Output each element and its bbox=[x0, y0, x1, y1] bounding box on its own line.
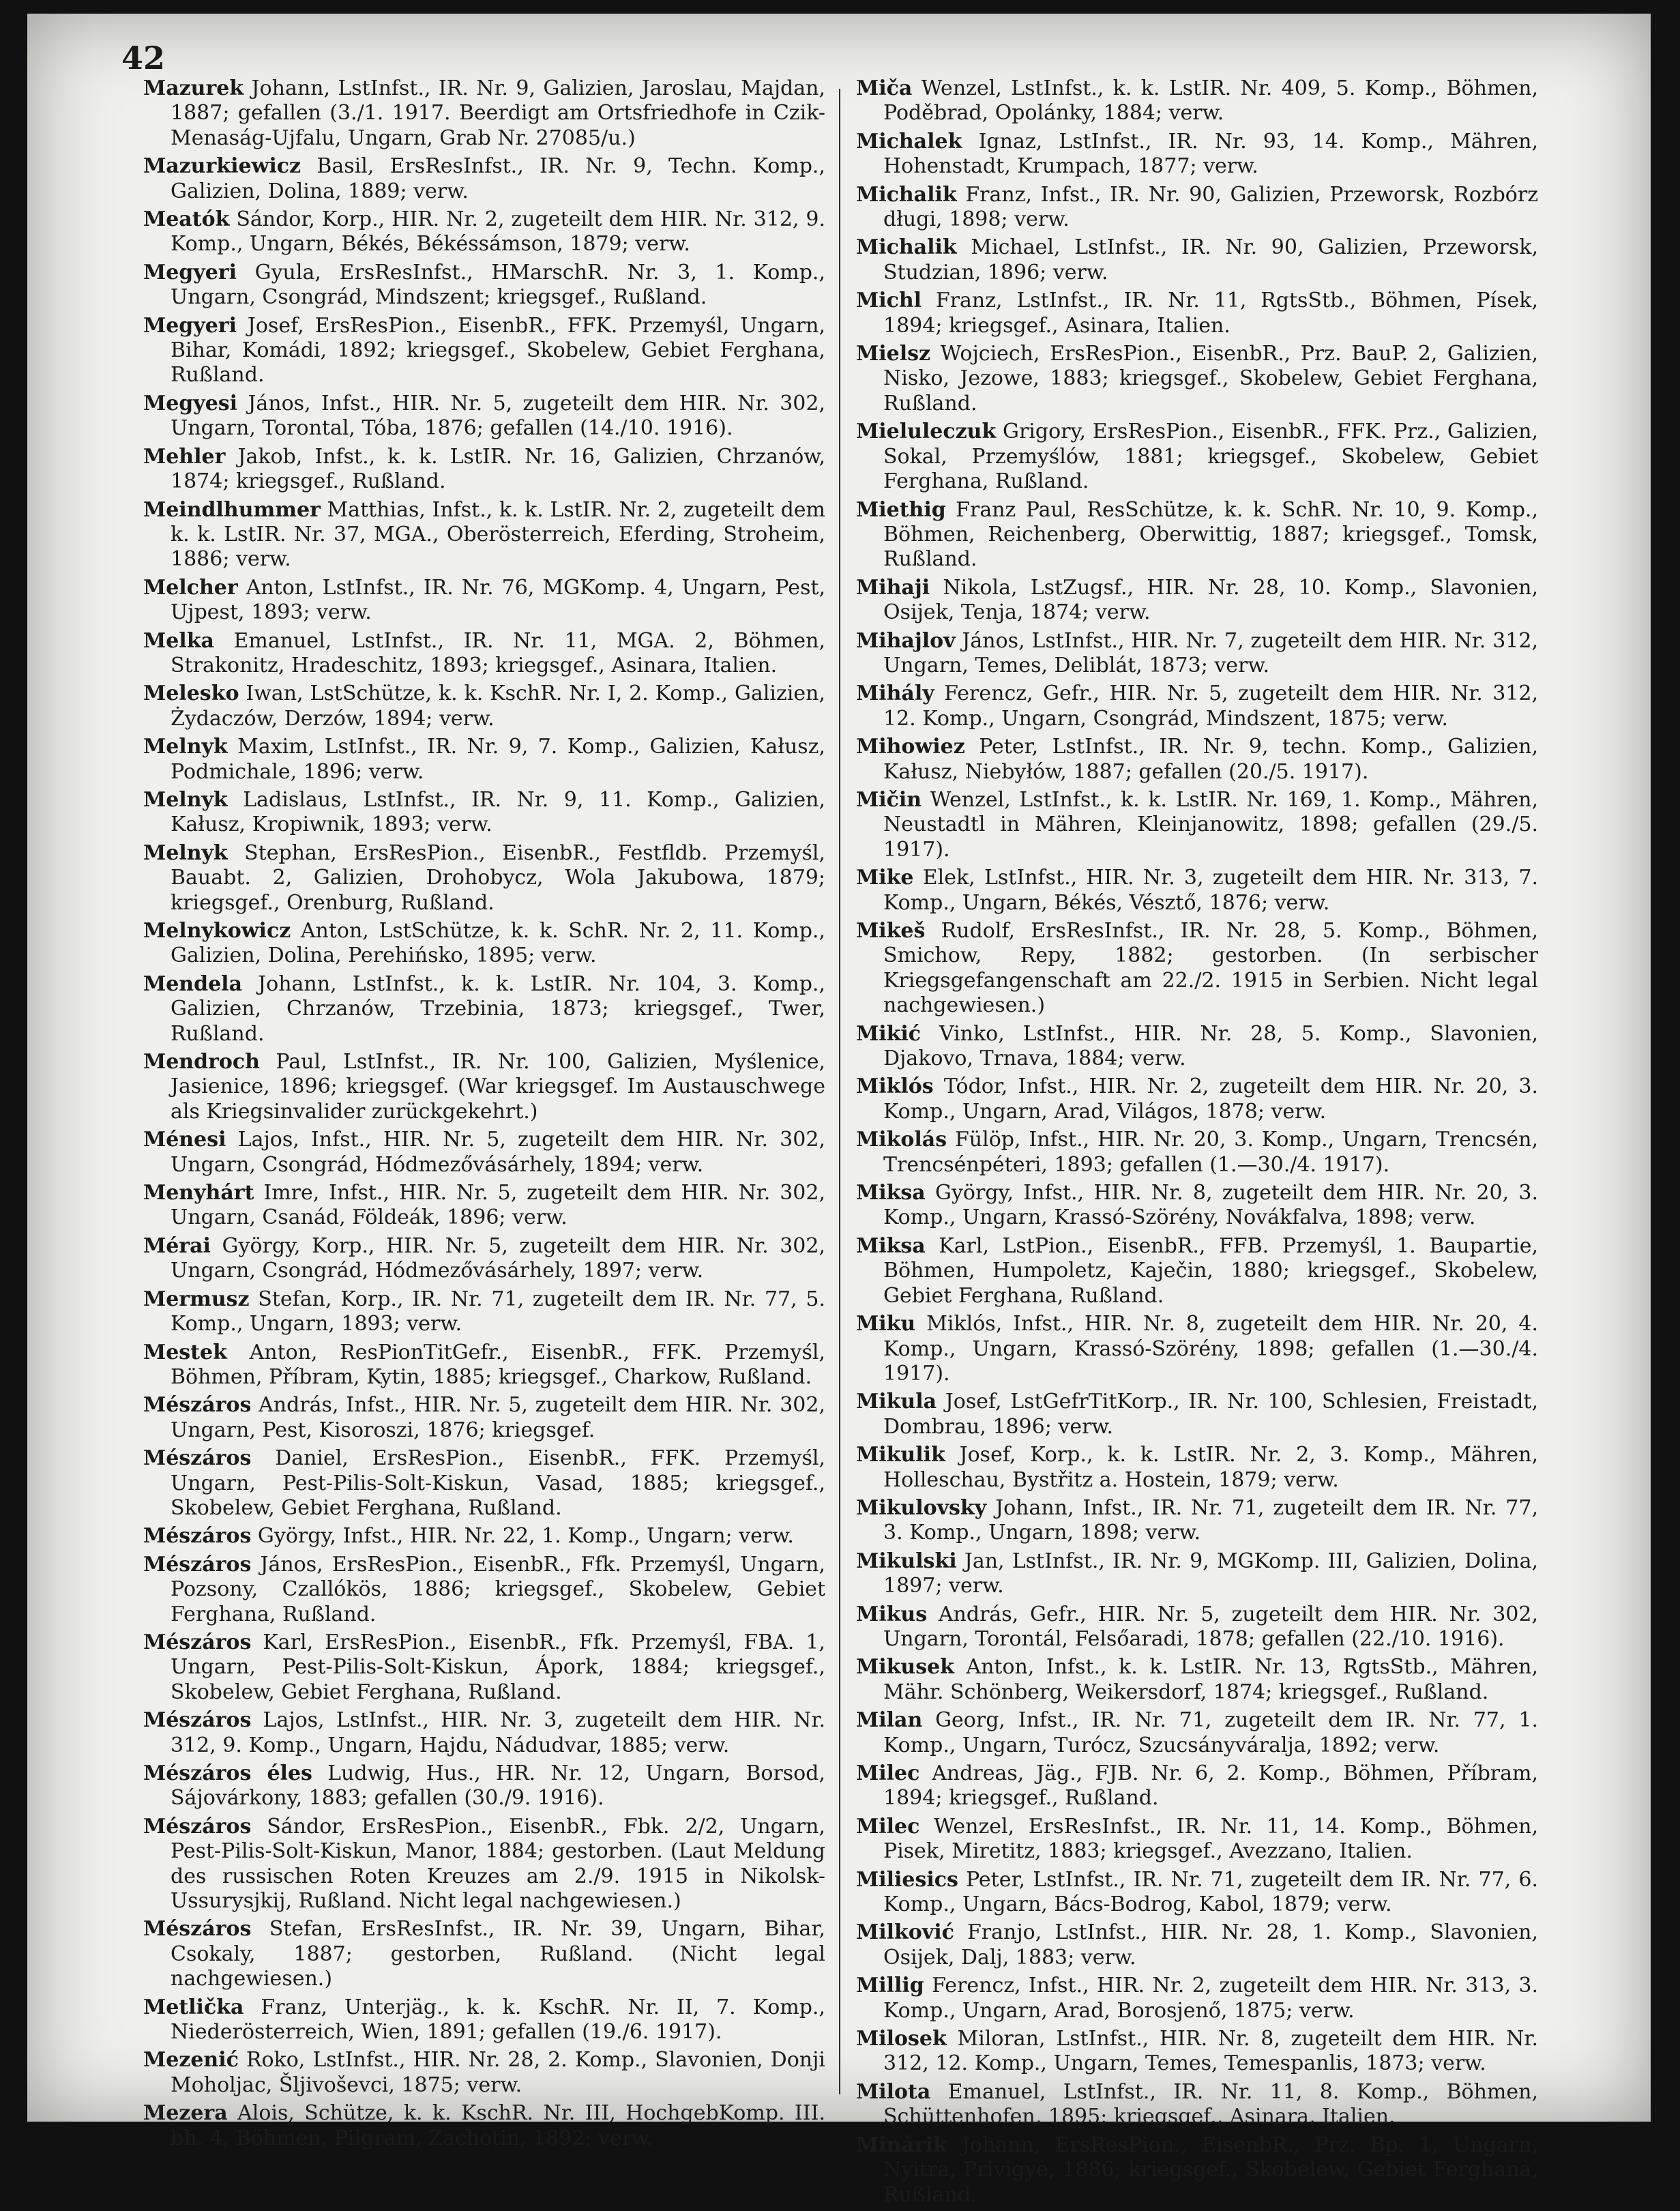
entry-details: Jan, LstInfst., IR. Nr. 9, MGKomp. III, Galizien, Dolina, 1897; verw. bbox=[883, 1549, 1538, 1598]
entry-details: Wenzel, LstInfst., k. k. LstIR. Nr. 169, 1. Komp., Mähren, Neustadtl in Mähren, Kleinjanowitz, 1898; gefallen (29./5. 1917). bbox=[883, 787, 1538, 862]
list-entry bbox=[856, 2027, 1538, 2077]
list-entry bbox=[143, 682, 825, 731]
entry-surname: Mehler bbox=[143, 444, 226, 469]
entry-details: Johann, LstInfst., k. k. LstIR. Nr. 104, 3. Komp., Galizien, Chrzanów, Trzebinia, 1873; kriegsgef., Twer, Rußland. bbox=[171, 971, 825, 1046]
entry-surname: Mičin bbox=[856, 787, 922, 812]
entry-surname: Mikusek bbox=[856, 1655, 954, 1680]
list-entry bbox=[143, 76, 825, 151]
list-entry bbox=[856, 130, 1538, 179]
list-entry bbox=[143, 1995, 825, 2045]
entry-details: Lajos, Infst., HIR. Nr. 5, zugeteilt dem HIR. Nr. 302, Ungarn, Csongrád, Hódmezővásárhely, 1894; verw. bbox=[171, 1128, 825, 1177]
entry-surname: Melnyk bbox=[143, 735, 228, 759]
list-entry bbox=[856, 498, 1538, 572]
list-entry bbox=[856, 342, 1538, 416]
list-entry bbox=[143, 1393, 825, 1443]
entry-details: Imre, Infst., HIR. Nr. 5, zugeteilt dem HIR. Nr. 302, Ungarn, Csanád, Földeák, 1896; verw. bbox=[171, 1181, 826, 1230]
entry-details: Lajos, LstInfst., HIR. Nr. 3, zugeteilt dem HIR. Nr. 312, 9. Komp., Ungarn, Hajdu, Nádudvar, 1885; verw. bbox=[171, 1708, 825, 1757]
entry-surname: Milosek bbox=[856, 2027, 947, 2051]
entry-surname: Miliesics bbox=[856, 1867, 958, 1892]
entry-details: Karl, ErsResPion., EisenbR., Ffk. Przemyśl, FBA. 1, Ungarn, Pest-Pilis-Solt-Kiskun, Ápork, 1884; kriegsgef., Skobelew, Gebiet Ferghana, Rußland. bbox=[171, 1630, 825, 1704]
list-entry bbox=[143, 735, 825, 785]
entry-details: Anton, Infst., k. k. LstIR. Nr. 13, RgtsStb., Mähren, Mähr. Schönberg, Weikersdorf, 1874; kriegsgef., Rußland. bbox=[883, 1655, 1538, 1704]
entry-details: Iwan, LstSchütze, k. k. KschR. Nr. I, 2. Komp., Galizien, Żydaczów, Derzów, 1894; verw. bbox=[171, 682, 825, 731]
entry-surname: Mike bbox=[856, 866, 914, 890]
list-entry bbox=[143, 972, 825, 1046]
list-entry bbox=[856, 1496, 1538, 1546]
list-entry bbox=[143, 1050, 825, 1124]
entry-surname: Mészáros bbox=[143, 1917, 252, 1942]
list-entry bbox=[856, 1868, 1538, 1918]
list-entry bbox=[143, 629, 825, 679]
entry-surname: Mieluleczuk bbox=[856, 420, 997, 444]
entry-details: Josef, Korp., k. k. LstIR. Nr. 2, 3. Komp., Mähren, Holleschau, Bystřitz a. Hostein, 1879; verw. bbox=[883, 1443, 1538, 1492]
entry-surname: Melesko bbox=[143, 682, 239, 706]
list-entry bbox=[856, 235, 1538, 285]
entry-surname: Mikus bbox=[856, 1602, 928, 1626]
entry-details: Jakob, Infst., k. k. LstIR. Nr. 16, Galizien, Chrzanów, 1874; kriegsgef., Rußland. bbox=[171, 444, 825, 494]
list-entry bbox=[143, 1524, 825, 1549]
entry-details: Johann, LstInfst., IR. Nr. 9, Galizien, Jaroslau, Majdan, 1887; gefallen (3./1. 1917. Beerdigt am Ortsfriedhofe in Czik-Menaság-Ujfalu, Ungarn, Grab Nr. 27085/u.) bbox=[171, 76, 825, 150]
entry-details: Fülöp, Infst., HIR. Nr. 20, 3. Komp., Ungarn, Trencsén, Trencsénpéteri, 1893; gefallen (1.—30./4. 1917). bbox=[883, 1128, 1538, 1177]
entry-surname: Meatók bbox=[143, 207, 230, 232]
entry-surname: Milec bbox=[856, 1761, 920, 1785]
entry-details: András, Infst., HIR. Nr. 5, zugeteilt dem HIR. Nr. 302, Ungarn, Pest, Kisoroszi, 1876; kriegsgef. bbox=[171, 1393, 825, 1442]
list-entry bbox=[143, 788, 825, 838]
entry-details: Michael, LstInfst., IR. Nr. 90, Galizien, Przeworsk, Studzian, 1896; verw. bbox=[883, 235, 1538, 284]
entry-details: Vinko, LstInfst., HIR. Nr. 28, 5. Komp., Slavonien, Djakovo, Trnava, 1884; verw. bbox=[883, 1021, 1538, 1071]
entry-surname: Mészáros bbox=[143, 1552, 252, 1577]
list-entry bbox=[143, 445, 825, 495]
entry-surname: Mazurkiewicz bbox=[143, 154, 301, 179]
entry-surname: Miča bbox=[856, 76, 913, 100]
list-entry bbox=[856, 1022, 1538, 1072]
entry-details: Anton, LstInfst., IR. Nr. 76, MGKomp. 4, Ungarn, Pest, Ujpest, 1893; verw. bbox=[171, 575, 825, 625]
entry-details: Ignaz, LstInfst., IR. Nr. 93, 14. Komp., Mähren, Hohenstadt, Krumpach, 1877; verw. bbox=[883, 129, 1538, 179]
list-entry bbox=[143, 919, 825, 969]
list-entry bbox=[856, 420, 1538, 494]
entry-details: Franz, LstInfst., IR. Nr. 11, RgtsStb., Böhmen, Písek, 1894; kriegsgef., Asinara, Italien. bbox=[883, 289, 1538, 338]
entry-surname: Ménesi bbox=[143, 1128, 226, 1152]
entry-details: Andreas, Jäg., FJB. Nr. 6, 2. Komp., Böhmen, Příbram, 1894; kriegsgef., Rußland. bbox=[883, 1761, 1538, 1811]
entry-details: János, LstInfst., HIR. Nr. 7, zugeteilt dem HIR. Nr. 312, Ungarn, Temes, Deliblát, 1873; verw. bbox=[883, 628, 1539, 677]
entry-surname: Millig bbox=[856, 1974, 924, 1998]
list-entry bbox=[856, 2080, 1538, 2130]
entry-surname: Mendela bbox=[143, 971, 243, 996]
entry-surname: Melnyk bbox=[143, 787, 228, 812]
list-entry bbox=[856, 2133, 1538, 2208]
entry-details: Roko, LstInfst., HIR. Nr. 28, 2. Komp., Slavonien, Donji Moholjac, Šljivoševci, 1875; verw. bbox=[171, 2048, 825, 2097]
list-entry bbox=[856, 1602, 1538, 1652]
entry-details: Emanuel, LstInfst., IR. Nr. 11, 8. Komp., Böhmen, Schüttenhofen, 1895; kriegsgef., Asinara, Italien. bbox=[883, 2079, 1538, 2129]
entry-surname: Miksa bbox=[856, 1181, 926, 1205]
entry-details: János, ErsResPion., EisenbR., Ffk. Przemyśl, Ungarn, Pozsony, Czallókös, 1886; kriegsgef., Skobelew, Gebiet Ferghana, Rußland. bbox=[171, 1552, 825, 1626]
entry-surname: Mikula bbox=[856, 1390, 937, 1414]
entry-surname: Michalik bbox=[856, 182, 957, 207]
entry-surname: Mielsz bbox=[856, 342, 931, 366]
entry-details: György, Infst., HIR. Nr. 22, 1. Komp., Ungarn; verw. bbox=[257, 1524, 794, 1549]
list-entry bbox=[143, 314, 825, 388]
entry-details: Georg, Infst., IR. Nr. 71, zugeteilt dem IR. Nr. 77, 1. Komp., Ungarn, Turócz, Szucsányváralja, 1892; verw. bbox=[883, 1708, 1538, 1757]
right-column bbox=[856, 76, 1538, 2211]
entry-details: Anton, ResPionTitGefr., EisenbR., FFK. Przemyśl, Böhmen, Příbram, Kytin, 1885; kriegsgef., Charkow, Rußland. bbox=[171, 1340, 825, 1389]
entry-details: Wenzel, ErsResInfst., IR. Nr. 11, 14. Komp., Böhmen, Pisek, Miretitz, 1883; kriegsgef., Avezzano, Italien. bbox=[883, 1814, 1538, 1864]
entry-surname: Mészáros bbox=[143, 1393, 252, 1418]
entry-surname: Megyesi bbox=[143, 391, 238, 415]
entry-surname: Mermusz bbox=[143, 1287, 250, 1311]
list-entry bbox=[143, 261, 825, 310]
entry-details: Josef, ErsResPion., EisenbR., FFK. Przemyśl, Ungarn, Bihar, Komádi, 1892; kriegsgef., Skobelew, Gebiet Ferghana, Rußland. bbox=[171, 313, 826, 387]
entry-details: András, Gefr., HIR. Nr. 5, zugeteilt dem HIR. Nr. 302, Ungarn, Torontál, Felsőaradi, 1878; gefallen (22./10. 1916). bbox=[883, 1602, 1538, 1651]
entry-surname: Melnyk bbox=[143, 840, 228, 865]
entry-surname: Miku bbox=[856, 1312, 916, 1336]
entry-surname: Michalik bbox=[856, 235, 957, 260]
list-entry bbox=[143, 1287, 825, 1337]
entry-details: György, Korp., HIR. Nr. 5, zugeteilt dem HIR. Nr. 302, Ungarn, Csongrád, Hódmezővásárhely, 1897; verw. bbox=[171, 1233, 825, 1283]
entry-details: Miklós, Infst., HIR. Nr. 8, zugeteilt dem HIR. Nr. 20, 4. Komp., Ungarn, Krassó-Szörény, 1898; gefallen (1.—30./4. 1917). bbox=[883, 1312, 1538, 1386]
entry-details: Stephan, ErsResPion., EisenbR., Festfldb. Przemyśl, Bauabt. 2, Galizien, Drohobycz, Wola Jakubowa, 1879; kriegsgef., Orenburg, Rußland. bbox=[171, 840, 825, 915]
entry-surname: Melka bbox=[143, 628, 214, 653]
entry-details: Franz, Unterjäg., k. k. KschR. Nr. II, 7. Komp., Niederösterreich, Wien, 1891; gefallen (19./6. 1917). bbox=[171, 1995, 825, 2045]
list-entry bbox=[856, 1815, 1538, 1864]
entry-details: Franz Paul, ResSchütze, k. k. SchR. Nr. 10, 9. Komp., Böhmen, Reichenberg, Oberwittig, 1887; kriegsgef., Tomsk, Rußland. bbox=[883, 497, 1538, 572]
entry-details: Anton, LstSchütze, k. k. SchR. Nr. 2, 11. Komp., Galizien, Dolina, Perehińsko, 1895; verw. bbox=[171, 919, 825, 968]
entry-details: Johann, ErsResPion., EisenbR., Prz. Bp. 1, Ungarn, Nyitra, Privigye, 1886; kriegsgef., Skobelew, Gebiet Ferghana, Rußland. bbox=[883, 2133, 1538, 2207]
list-entry bbox=[856, 76, 1538, 126]
entry-surname: Melcher bbox=[143, 575, 238, 600]
entry-surname: Mészáros bbox=[143, 1630, 252, 1654]
entry-surname: Mészáros bbox=[143, 1524, 252, 1549]
entry-details: Franjo, LstInfst., HIR. Nr. 28, 1. Komp., Slavonien, Osijek, Dalj, 1883; verw. bbox=[883, 1920, 1538, 1970]
entry-details: Basil, ErsResInfst., IR. Nr. 9, Techn. Komp., Galizien, Dolina, 1889; verw. bbox=[171, 154, 825, 203]
list-entry bbox=[856, 1761, 1538, 1811]
list-entry bbox=[856, 289, 1538, 338]
list-entry bbox=[143, 392, 825, 441]
entry-surname: Mihowiez bbox=[856, 735, 965, 759]
entry-details: Ladislaus, LstInfst., IR. Nr. 9, 11. Komp., Galizien, Kałusz, Kropiwnik, 1893; verw. bbox=[171, 787, 825, 837]
list-entry bbox=[856, 629, 1538, 679]
entry-details: Peter, LstInfst., IR. Nr. 71, zugeteilt dem IR. Nr. 77, 6. Komp., Ungarn, Bács-Bodrog, Kabol, 1879; verw. bbox=[883, 1867, 1538, 1917]
entry-surname: Megyeri bbox=[143, 260, 237, 284]
entry-details: Wenzel, LstInfst., k. k. LstIR. Nr. 409, 5. Komp., Böhmen, Poděbrad, Opolánky, 1884; verw. bbox=[883, 76, 1539, 126]
list-entry bbox=[143, 1553, 825, 1627]
entry-surname: Menyhárt bbox=[143, 1181, 254, 1205]
entry-surname: Miksa bbox=[856, 1233, 926, 1258]
list-entry bbox=[856, 1128, 1538, 1177]
entry-surname: Mestek bbox=[143, 1340, 227, 1364]
list-entry bbox=[856, 1390, 1538, 1439]
entry-details: Sándor, Korp., HIR. Nr. 2, zugeteilt dem HIR. Nr. 312, 9. Komp., Ungarn, Békés, Békéssámson, 1879; verw. bbox=[171, 207, 825, 257]
list-entry bbox=[143, 2101, 825, 2151]
entry-surname: Mikulovsky bbox=[856, 1495, 987, 1520]
entry-details: Johann, Infst., IR. Nr. 71, zugeteilt dem IR. Nr. 77, 3. Komp., Ungarn, 1898; verw. bbox=[883, 1495, 1538, 1545]
left-column bbox=[143, 76, 825, 2154]
column-divider bbox=[839, 89, 840, 2094]
list-entry bbox=[143, 1234, 825, 1284]
entry-surname: Michalek bbox=[856, 129, 962, 153]
list-entry bbox=[856, 1074, 1538, 1124]
entry-surname: Miethig bbox=[856, 497, 946, 522]
entry-details: Sándor, ErsResPion., EisenbR., Fbk. 2/2, Ungarn, Pest-Pilis-Solt-Kiskun, Manor, 1884; gestorben. (Laut Meldung des russischen Roten Kreuzes am 2./9. 1915 in Nikolsk-Ussurysjkij, Rußland. Nicht legal nachgewiesen.) bbox=[171, 1814, 825, 1914]
list-entry bbox=[856, 735, 1538, 785]
entry-details: Stefan, ErsResInfst., IR. Nr. 39, Ungarn, Bihar, Csokaly, 1887; gestorben, Rußland. (Nicht legal nachgewiesen.) bbox=[171, 1917, 825, 1991]
entry-surname: Mészáros bbox=[143, 1446, 252, 1471]
entry-surname: Mihály bbox=[856, 682, 934, 706]
list-entry bbox=[143, 1708, 825, 1758]
list-entry bbox=[856, 183, 1538, 233]
entry-details: Wojciech, ErsResPion., EisenbR., Prz. BauP. 2, Galizien, Nisko, Jezowe, 1883; kriegsgef., Skobelew, Gebiet Ferghana, Rußland. bbox=[883, 342, 1538, 415]
list-entry bbox=[143, 576, 825, 626]
scanned-page bbox=[27, 14, 1651, 2207]
entry-surname: Mikeš bbox=[856, 919, 926, 943]
entry-details: Paul, LstInfst., IR. Nr. 100, Galizien, Myślenice, Jasienice, 1896; kriegsgef. (War kriegsgef. Im Austauschwege als Kriegsinvalider zurückgekehrt.) bbox=[171, 1050, 825, 1124]
list-entry bbox=[856, 576, 1538, 626]
entry-surname: Mezenić bbox=[143, 2048, 239, 2073]
entry-surname: Melnykowicz bbox=[143, 919, 291, 943]
list-entry bbox=[143, 154, 825, 204]
list-entry bbox=[143, 1761, 825, 1811]
list-entry bbox=[856, 682, 1538, 731]
entry-surname: Milota bbox=[856, 2079, 931, 2104]
list-entry bbox=[143, 1917, 825, 1991]
entry-surname: Meindlhummer bbox=[143, 497, 321, 522]
list-entry bbox=[856, 1920, 1538, 1970]
entry-surname: Mészáros bbox=[143, 1814, 252, 1839]
entry-details: Franz, Infst., IR. Nr. 90, Galizien, Przeworsk, Rozbórz długi, 1898; verw. bbox=[883, 182, 1538, 232]
entry-surname: Mihajlov bbox=[856, 628, 956, 653]
list-entry bbox=[856, 1708, 1538, 1758]
entry-details: Gyula, ErsResInfst., HMarschR. Nr. 3, 1. Komp., Ungarn, Csongrád, Mindszent; kriegsgef., Rußland. bbox=[171, 260, 825, 310]
entry-details: Ludwig, Hus., HR. Nr. 12, Ungarn, Borsod, Sájovárkony, 1883; gefallen (30./9. 1916). bbox=[171, 1761, 825, 1811]
list-entry bbox=[856, 1655, 1538, 1705]
entry-surname: Milec bbox=[856, 1814, 920, 1839]
entry-details: Karl, LstPion., EisenbR., FFB. Przemyśl, 1. Baupartie, Böhmen, Humpoletz, Kaječin, 1880; kriegsgef., Skobelew, Gebiet Ferghana, Rußland. bbox=[883, 1233, 1538, 1308]
entry-details: Nikola, LstZugsf., HIR. Nr. 28, 10. Komp., Slavonien, Osijek, Tenja, 1874; verw. bbox=[883, 575, 1538, 625]
entry-details: Maxim, LstInfst., IR. Nr. 9, 7. Komp., Galizien, Kałusz, Podmichale, 1896; verw. bbox=[171, 735, 826, 784]
list-entry bbox=[856, 1312, 1538, 1386]
list-entry bbox=[856, 866, 1538, 916]
entry-details: Elek, LstInfst., HIR. Nr. 3, zugeteilt dem HIR. Nr. 313, 7. Komp., Ungarn, Békés, Vésztő, 1876; verw. bbox=[883, 866, 1538, 915]
entry-surname: Milković bbox=[856, 1920, 954, 1945]
entry-details: Alois, Schütze, k. k. KschR. Nr. III, HochgebKomp. III. bh. 4, Böhmen, Pilgram, Zachotin, 1892; verw. bbox=[171, 2101, 825, 2150]
entry-details: János, Infst., HIR. Nr. 5, zugeteilt dem HIR. Nr. 302, Ungarn, Torontal, Tóba, 1876; gefallen (14./10. 1916). bbox=[171, 391, 825, 441]
list-entry bbox=[143, 1630, 825, 1705]
page-number: 42 bbox=[121, 40, 166, 76]
list-entry bbox=[143, 841, 825, 916]
entry-surname: Mikić bbox=[856, 1021, 922, 1046]
entry-surname: Mihaji bbox=[856, 575, 930, 600]
list-entry bbox=[856, 1443, 1538, 1493]
entry-surname: Mikulski bbox=[856, 1549, 957, 1573]
entry-details: Tódor, Infst., HIR. Nr. 2, zugeteilt dem HIR. Nr. 20, 3. Komp., Ungarn, Arad, Világos, 1878; verw. bbox=[883, 1074, 1538, 1124]
entry-details: György, Infst., HIR. Nr. 8, zugeteilt dem HIR. Nr. 20, 3. Komp., Ungarn, Krassó-Szörény, Novákfalva, 1898; verw. bbox=[883, 1181, 1538, 1230]
list-entry bbox=[143, 2048, 825, 2098]
entry-details: Ferencz, Infst., HIR. Nr. 2, zugeteilt dem HIR. Nr. 313, 3. Komp., Ungarn, Arad, Borosjenő, 1875; verw. bbox=[883, 1974, 1538, 2023]
list-entry bbox=[856, 1549, 1538, 1599]
entry-surname: Mikolás bbox=[856, 1128, 947, 1152]
entry-surname: Mikulik bbox=[856, 1443, 945, 1467]
entry-details: Grigory, ErsResPion., EisenbR., FFK. Prz., Galizien, Sokal, Przemyślów, 1881; kriegsgef., Skobelew, Gebiet Ferghana, Rußland. bbox=[883, 420, 1538, 494]
entry-details: Ferencz, Gefr., HIR. Nr. 5, zugeteilt dem HIR. Nr. 312, 12. Komp., Ungarn, Csongrád, Mindszent, 1875; verw. bbox=[883, 682, 1538, 731]
entry-surname: Mazurek bbox=[143, 76, 244, 100]
entry-details: Emanuel, LstInfst., IR. Nr. 11, MGA. 2, Böhmen, Strakonitz, Hradeschitz, 1893; kriegsgef., Asinara, Italien. bbox=[171, 628, 825, 677]
list-entry bbox=[856, 1234, 1538, 1308]
entry-details: Josef, LstGefrTitKorp., IR. Nr. 100, Schlesien, Freistadt, Dombrau, 1896; verw. bbox=[883, 1390, 1538, 1439]
entry-details: Peter, LstInfst., IR. Nr. 9, techn. Komp., Galizien, Kałusz, Niebyłów, 1887; gefallen (20./5. 1917). bbox=[883, 735, 1538, 784]
entry-details: Daniel, ErsResPion., EisenbR., FFK. Przemyśl, Ungarn, Pest-Pilis-Solt-Kiskun, Vasad, 1885; kriegsgef., Skobelew, Gebiet Ferghana, Rußland. bbox=[171, 1446, 825, 1520]
entry-details: Stefan, Korp., IR. Nr. 71, zugeteilt dem IR. Nr. 77, 5. Komp., Ungarn, 1893; verw. bbox=[171, 1287, 825, 1336]
list-entry bbox=[856, 919, 1538, 1019]
list-entry bbox=[143, 207, 825, 257]
entry-surname: Mészáros éles bbox=[143, 1761, 312, 1785]
entry-surname: Mérai bbox=[143, 1233, 211, 1258]
list-entry bbox=[143, 1446, 825, 1521]
entry-surname: Miklós bbox=[856, 1074, 934, 1099]
entry-details: Miloran, LstInfst., HIR. Nr. 8, zugeteilt dem HIR. Nr. 312, 12. Komp., Ungarn, Temes, Temespanlis, 1873; verw. bbox=[883, 2027, 1538, 2076]
list-entry bbox=[143, 1128, 825, 1177]
entry-surname: Michl bbox=[856, 289, 922, 313]
list-entry bbox=[856, 1181, 1538, 1231]
entry-surname: Milan bbox=[856, 1708, 923, 1733]
entry-surname: Mendroch bbox=[143, 1050, 260, 1074]
entry-surname: Mészáros bbox=[143, 1708, 252, 1733]
entry-surname: Minárik bbox=[856, 2133, 947, 2157]
list-entry bbox=[856, 788, 1538, 862]
list-entry bbox=[143, 1341, 825, 1390]
list-entry bbox=[856, 1974, 1538, 2023]
list-entry bbox=[143, 1815, 825, 1914]
list-entry bbox=[143, 498, 825, 572]
entry-details: Rudolf, ErsResInfst., IR. Nr. 28, 5. Komp., Böhmen, Smichow, Repy, 1882; gestorben. (In serbischer Kriegsgefangenschaft am 22./2. 1915 in Serbien. Nicht legal nachgewiesen.) bbox=[883, 919, 1538, 1018]
entry-surname: Mezera bbox=[143, 2101, 228, 2126]
entry-details: Matthias, Infst., k. k. LstIR. Nr. 2, zugeteilt dem k. k. LstIR. Nr. 37, MGA., Oberösterreich, Eferding, Stroheim, 1886; verw. bbox=[171, 497, 826, 572]
list-entry bbox=[143, 1181, 825, 1231]
entry-surname: Megyeri bbox=[143, 313, 237, 338]
entry-surname: Metlička bbox=[143, 1995, 244, 2019]
